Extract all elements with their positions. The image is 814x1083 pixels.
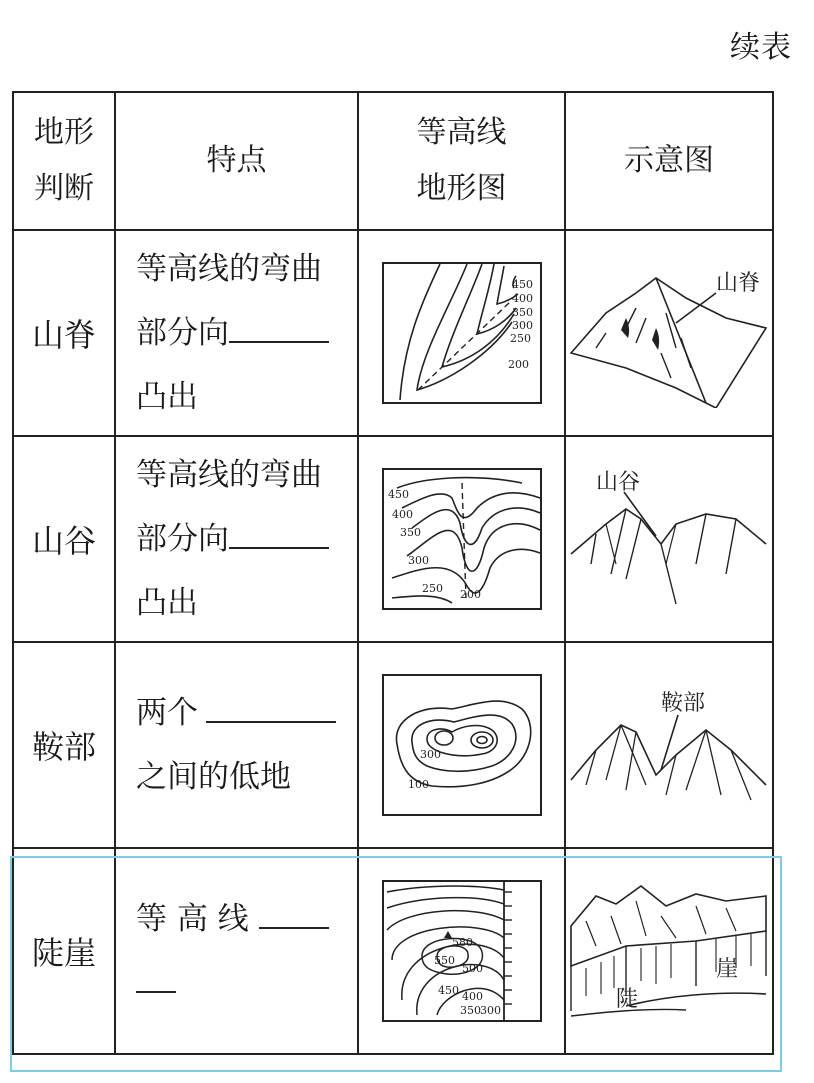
contour-label: 400	[461, 990, 483, 1003]
contour-label: 400	[391, 508, 413, 521]
header-features: 特点	[115, 92, 358, 230]
sketch-label: 陡	[616, 987, 639, 1012]
ridge-contour-map	[382, 262, 542, 404]
feature-line: 之间的低地	[136, 759, 291, 795]
header-row	[13, 92, 773, 230]
valley-contour-map	[382, 468, 542, 610]
header-contour-line1: 等高线	[416, 115, 507, 150]
terrain-name: 山脊	[13, 230, 115, 436]
feature-line: 凸出	[136, 379, 198, 415]
contour-label: 300	[479, 1004, 501, 1017]
terrain-name: 山谷	[13, 436, 115, 642]
saddle-contour-map	[382, 674, 542, 816]
contour-label: 550	[433, 954, 455, 967]
sketch-label: 崖	[716, 957, 739, 982]
answer-blank[interactable]	[259, 893, 329, 929]
header-type-line2: 判断	[34, 171, 94, 206]
sketch-cell	[565, 436, 773, 642]
answer-blank[interactable]	[229, 513, 329, 549]
cliff-hatching	[504, 892, 512, 1004]
header-contour-line2: 地形图	[416, 171, 507, 206]
contour-label: 450	[511, 278, 533, 291]
contour-label: 350	[511, 306, 533, 319]
answer-blank[interactable]	[136, 957, 176, 993]
sketch-cell	[565, 642, 773, 848]
contour-label: 300	[407, 554, 429, 567]
feature-line: 凸出	[136, 585, 198, 621]
feature-line: 等 高 线	[136, 887, 357, 951]
header-type	[13, 92, 115, 230]
contour-label: 450	[437, 984, 459, 997]
sketch-cell	[565, 230, 773, 436]
contour-label: 200	[507, 358, 529, 371]
contour-map-cell	[358, 848, 565, 1054]
header-contour	[358, 92, 565, 230]
sketch-cell	[565, 848, 773, 1054]
valley-sketch	[566, 464, 772, 614]
answer-blank[interactable]	[229, 307, 329, 343]
terrain-name: 陡崖	[13, 848, 115, 1054]
sketch-label: 鞍部	[661, 691, 706, 716]
contour-map-cell	[358, 230, 565, 436]
feature-line	[136, 951, 357, 1015]
cliff-sketch	[566, 876, 772, 1026]
feature-line: 部分向	[136, 301, 357, 365]
header-sketch: 示意图	[565, 92, 773, 230]
feature-cell	[115, 436, 358, 642]
contour-label: 350	[459, 1004, 481, 1017]
terrain-name: 鞍部	[13, 642, 115, 848]
contour-map-cell	[358, 642, 565, 848]
table-row-cliff	[13, 848, 773, 1054]
cliff-contour-map	[382, 880, 542, 1022]
feature-line: 等高线的弯曲	[136, 457, 322, 493]
feature-cell	[115, 230, 358, 436]
header-type-line1: 地形	[34, 115, 94, 150]
contour-label: 200	[459, 588, 481, 601]
feature-cell	[115, 642, 358, 848]
terrain-table	[12, 91, 774, 1055]
contour-label: 300	[511, 319, 533, 332]
contour-label: 580	[451, 936, 473, 949]
table-row-ridge	[13, 230, 773, 436]
ridge-sketch	[566, 258, 772, 408]
contour-map-cell	[358, 436, 565, 642]
feature-line: 两个	[136, 681, 357, 745]
contour-label: 350	[399, 526, 421, 539]
answer-blank[interactable]	[206, 687, 336, 723]
contour-label: 450	[387, 488, 409, 501]
sketch-label: 山脊	[716, 271, 761, 296]
feature-cell	[115, 848, 358, 1054]
feature-line: 部分向	[136, 507, 357, 571]
feature-line: 等高线的弯曲	[136, 251, 322, 287]
sketch-label: 山谷	[596, 470, 641, 495]
saddle-sketch	[566, 670, 772, 820]
contour-label: 100	[407, 778, 429, 791]
contour-label: 300	[419, 748, 441, 761]
contour-label: 250	[421, 582, 443, 595]
table-row-saddle	[13, 642, 773, 848]
contour-label: 400	[511, 292, 533, 305]
contour-label: 500	[461, 962, 483, 975]
continued-label: 续表	[730, 30, 792, 65]
contour-label: 250	[509, 332, 531, 345]
table-row-valley	[13, 436, 773, 642]
